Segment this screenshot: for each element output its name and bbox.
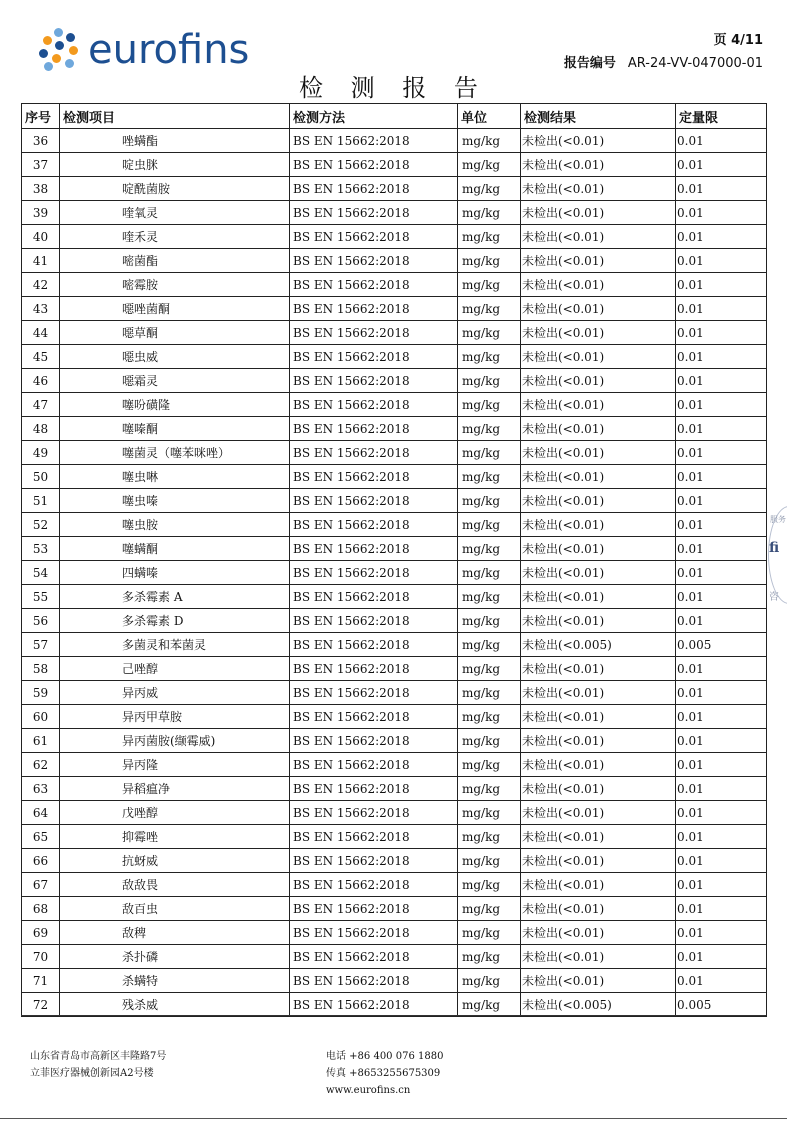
row-number: 36 [22,129,60,153]
header-method: 检测方法 [290,104,458,129]
table-row [22,585,767,609]
unit: mg/kg [458,417,521,441]
loq-value: 0.01 [676,177,767,201]
table-row [22,201,767,225]
loq-value: 0.01 [676,705,767,729]
test-item: 噁虫威 [60,345,290,369]
test-item: 杀扑磷 [60,945,290,969]
test-result: 未检出(<0.01) [521,345,676,369]
table-row [22,777,767,801]
table-row [22,609,767,633]
unit: mg/kg [458,249,521,273]
loq-value: 0.005 [676,993,767,1017]
unit: mg/kg [458,321,521,345]
test-result: 未检出(<0.01) [521,417,676,441]
table-row [22,441,767,465]
test-result: 未检出(<0.01) [521,897,676,921]
loq-value: 0.01 [676,825,767,849]
test-result: 未检出(<0.01) [521,609,676,633]
test-method: BS EN 15662:2018 [290,561,458,585]
test-item: 戊唑醇 [60,801,290,825]
test-item: 噻虫嗪 [60,489,290,513]
table-row [22,321,767,345]
test-result: 未检出(<0.01) [521,129,676,153]
page-bottom-rule [0,1118,787,1119]
unit: mg/kg [458,537,521,561]
results-table [21,103,767,1017]
unit: mg/kg [458,177,521,201]
row-number: 40 [22,225,60,249]
unit: mg/kg [458,441,521,465]
test-item: 噁草酮 [60,321,290,345]
row-number: 43 [22,297,60,321]
unit: mg/kg [458,273,521,297]
row-number: 61 [22,729,60,753]
table-row [22,465,767,489]
table-row [22,873,767,897]
test-item: 多杀霉素 D [60,609,290,633]
logo-dots-icon [36,28,82,72]
test-method: BS EN 15662:2018 [290,129,458,153]
row-number: 49 [22,441,60,465]
loq-value: 0.01 [676,585,767,609]
table-row [22,369,767,393]
watermark-text-mid: fi [769,540,780,556]
row-number: 65 [22,825,60,849]
row-number: 60 [22,705,60,729]
table-row [22,561,767,585]
table-row [22,297,767,321]
table-row [22,801,767,825]
test-method: BS EN 15662:2018 [290,993,458,1017]
test-method: BS EN 15662:2018 [290,321,458,345]
header-unit: 单位 [458,104,521,129]
row-number: 64 [22,801,60,825]
table-row [22,825,767,849]
test-item: 嘧菌酯 [60,249,290,273]
loq-value: 0.01 [676,945,767,969]
loq-value: 0.01 [676,801,767,825]
test-item: 异丙甲草胺 [60,705,290,729]
unit: mg/kg [458,897,521,921]
unit: mg/kg [458,393,521,417]
page-number: 页 4/11 [713,33,763,48]
loq-value: 0.01 [676,849,767,873]
row-number: 38 [22,177,60,201]
test-result: 未检出(<0.01) [521,753,676,777]
table-row [22,969,767,993]
table-row [22,249,767,273]
report-number-label: 报告编号 [563,56,616,71]
loq-value: 0.01 [676,921,767,945]
test-method: BS EN 15662:2018 [290,873,458,897]
row-number: 50 [22,465,60,489]
test-result: 未检出(<0.01) [521,513,676,537]
test-method: BS EN 15662:2018 [290,537,458,561]
row-number: 58 [22,657,60,681]
row-number: 52 [22,513,60,537]
logo-text: eurofins [88,27,250,73]
row-number: 46 [22,369,60,393]
eurofins-logo [36,28,249,72]
test-method: BS EN 15662:2018 [290,177,458,201]
test-method: BS EN 15662:2018 [290,753,458,777]
report-number-value: AR-24-VV-047000-01 [627,56,763,71]
unit: mg/kg [458,561,521,585]
test-item: 噻嗪酮 [60,417,290,441]
table-row [22,345,767,369]
table-row [22,921,767,945]
test-item: 噻虫啉 [60,465,290,489]
unit: mg/kg [458,465,521,489]
unit: mg/kg [458,513,521,537]
test-result: 未检出(<0.01) [521,729,676,753]
test-result: 未检出(<0.01) [521,561,676,585]
test-method: BS EN 15662:2018 [290,417,458,441]
row-number: 72 [22,993,60,1017]
test-method: BS EN 15662:2018 [290,153,458,177]
fax-text: 传真 +8653255675309 [326,1068,441,1079]
test-item: 噻螨酮 [60,537,290,561]
test-item: 喹禾灵 [60,225,290,249]
test-result: 未检出(<0.01) [521,225,676,249]
unit: mg/kg [458,825,521,849]
loq-value: 0.01 [676,897,767,921]
table-row [22,681,767,705]
test-result: 未检出(<0.01) [521,153,676,177]
test-item: 噻菌灵（噻苯咪唑） [60,441,290,465]
loq-value: 0.01 [676,417,767,441]
test-item: 噁霜灵 [60,369,290,393]
test-method: BS EN 15662:2018 [290,345,458,369]
row-number: 51 [22,489,60,513]
side-watermark [766,500,787,610]
loq-value: 0.01 [676,657,767,681]
test-result: 未检出(<0.005) [521,993,676,1017]
table-row [22,633,767,657]
row-number: 67 [22,873,60,897]
table-row [22,945,767,969]
loq-value: 0.01 [676,273,767,297]
row-number: 48 [22,417,60,441]
test-item: 敌敌畏 [60,873,290,897]
loq-value: 0.01 [676,969,767,993]
test-item: 喹氧灵 [60,201,290,225]
test-result: 未检出(<0.01) [521,705,676,729]
table-row [22,657,767,681]
table-row [22,417,767,441]
test-method: BS EN 15662:2018 [290,777,458,801]
table-row [22,993,767,1017]
test-result: 未检出(<0.01) [521,921,676,945]
loq-value: 0.01 [676,345,767,369]
test-result: 未检出(<0.01) [521,585,676,609]
unit: mg/kg [458,705,521,729]
test-method: BS EN 15662:2018 [290,849,458,873]
loq-value: 0.01 [676,441,767,465]
unit: mg/kg [458,921,521,945]
test-method: BS EN 15662:2018 [290,921,458,945]
loq-value: 0.01 [676,609,767,633]
test-result: 未检出(<0.01) [521,873,676,897]
test-result: 未检出(<0.01) [521,273,676,297]
unit: mg/kg [458,753,521,777]
row-number: 63 [22,777,60,801]
footer-contact [326,1048,443,1099]
test-item: 己唑醇 [60,657,290,681]
loq-value: 0.01 [676,753,767,777]
unit: mg/kg [458,609,521,633]
loq-value: 0.01 [676,153,767,177]
test-method: BS EN 15662:2018 [290,465,458,489]
test-result: 未检出(<0.01) [521,321,676,345]
test-item: 噻吩磺隆 [60,393,290,417]
loq-value: 0.01 [676,297,767,321]
table-row [22,849,767,873]
unit: mg/kg [458,969,521,993]
test-item: 异丙菌胺(缬霉威) [60,729,290,753]
footer-divider [21,1015,766,1016]
row-number: 66 [22,849,60,873]
loq-value: 0.01 [676,393,767,417]
test-method: BS EN 15662:2018 [290,201,458,225]
test-method: BS EN 15662:2018 [290,225,458,249]
row-number: 39 [22,201,60,225]
unit: mg/kg [458,369,521,393]
test-result: 未检出(<0.01) [521,465,676,489]
table-row [22,729,767,753]
unit: mg/kg [458,225,521,249]
unit: mg/kg [458,129,521,153]
test-item: 四螨嗪 [60,561,290,585]
test-method: BS EN 15662:2018 [290,513,458,537]
test-item: 抗蚜威 [60,849,290,873]
loq-value: 0.01 [676,681,767,705]
loq-value: 0.01 [676,465,767,489]
row-number: 56 [22,609,60,633]
row-number: 57 [22,633,60,657]
test-item: 多杀霉素 A [60,585,290,609]
row-number: 70 [22,945,60,969]
table-row [22,225,767,249]
row-number: 54 [22,561,60,585]
row-number: 68 [22,897,60,921]
loq-value: 0.01 [676,561,767,585]
test-method: BS EN 15662:2018 [290,825,458,849]
unit: mg/kg [458,681,521,705]
table-row [22,393,767,417]
row-number: 55 [22,585,60,609]
test-item: 残杀威 [60,993,290,1017]
test-method: BS EN 15662:2018 [290,801,458,825]
table-row [22,489,767,513]
footer-address [30,1048,166,1082]
loq-value: 0.01 [676,321,767,345]
unit: mg/kg [458,993,521,1017]
watermark-text-bottom: 咨 [769,592,779,603]
test-method: BS EN 15662:2018 [290,681,458,705]
test-method: BS EN 15662:2018 [290,273,458,297]
loq-value: 0.01 [676,873,767,897]
test-item: 敌百虫 [60,897,290,921]
test-result: 未检出(<0.01) [521,393,676,417]
row-number: 41 [22,249,60,273]
test-method: BS EN 15662:2018 [290,945,458,969]
header-no: 序号 [22,104,60,129]
test-result: 未检出(<0.01) [521,537,676,561]
unit: mg/kg [458,657,521,681]
document-title: 检 测 报 告 [299,74,488,102]
test-method: BS EN 15662:2018 [290,729,458,753]
address-line-2: 立菲医疗器械创新园A2号楼 [30,1068,154,1079]
row-number: 47 [22,393,60,417]
test-result: 未检出(<0.01) [521,201,676,225]
row-number: 42 [22,273,60,297]
test-method: BS EN 15662:2018 [290,609,458,633]
loq-value: 0.01 [676,369,767,393]
row-number: 53 [22,537,60,561]
unit: mg/kg [458,153,521,177]
test-item: 啶酰菌胺 [60,177,290,201]
loq-value: 0.01 [676,489,767,513]
test-item: 异稻瘟净 [60,777,290,801]
test-item: 噁唑菌酮 [60,297,290,321]
loq-value: 0.01 [676,201,767,225]
test-result: 未检出(<0.01) [521,825,676,849]
test-method: BS EN 15662:2018 [290,705,458,729]
test-method: BS EN 15662:2018 [290,249,458,273]
loq-value: 0.01 [676,777,767,801]
unit: mg/kg [458,633,521,657]
test-method: BS EN 15662:2018 [290,585,458,609]
test-result: 未检出(<0.01) [521,249,676,273]
unit: mg/kg [458,873,521,897]
test-item: 啶虫脒 [60,153,290,177]
test-item: 唑螨酯 [60,129,290,153]
test-method: BS EN 15662:2018 [290,633,458,657]
test-method: BS EN 15662:2018 [290,369,458,393]
loq-value: 0.01 [676,729,767,753]
test-method: BS EN 15662:2018 [290,969,458,993]
unit: mg/kg [458,849,521,873]
test-result: 未检出(<0.01) [521,657,676,681]
table-row [22,897,767,921]
test-result: 未检出(<0.01) [521,369,676,393]
phone-text: 电话 +86 400 076 1880 [326,1051,444,1062]
test-item: 嘧霉胺 [60,273,290,297]
test-item: 杀螨特 [60,969,290,993]
table-row [22,153,767,177]
table-row [22,705,767,729]
unit: mg/kg [458,801,521,825]
loq-value: 0.01 [676,129,767,153]
row-number: 37 [22,153,60,177]
test-method: BS EN 15662:2018 [290,441,458,465]
unit: mg/kg [458,297,521,321]
loq-value: 0.01 [676,249,767,273]
unit: mg/kg [458,201,521,225]
unit: mg/kg [458,945,521,969]
website-link[interactable]: www.eurofins.cn [326,1085,411,1096]
test-result: 未检出(<0.005) [521,633,676,657]
header-loq: 定量限 [676,104,767,129]
row-number: 62 [22,753,60,777]
test-result: 未检出(<0.01) [521,489,676,513]
test-result: 未检出(<0.01) [521,969,676,993]
loq-value: 0.01 [676,513,767,537]
test-method: BS EN 15662:2018 [290,297,458,321]
test-result: 未检出(<0.01) [521,801,676,825]
loq-value: 0.01 [676,225,767,249]
unit: mg/kg [458,345,521,369]
unit: mg/kg [458,777,521,801]
unit: mg/kg [458,489,521,513]
unit: mg/kg [458,585,521,609]
table-row [22,129,767,153]
test-item: 敌稗 [60,921,290,945]
table-row [22,273,767,297]
row-number: 69 [22,921,60,945]
results-body [22,129,767,1017]
row-number: 44 [22,321,60,345]
test-method: BS EN 15662:2018 [290,489,458,513]
row-number: 71 [22,969,60,993]
test-item: 抑霉唑 [60,825,290,849]
table-row [22,753,767,777]
test-result: 未检出(<0.01) [521,945,676,969]
table-row [22,177,767,201]
row-number: 45 [22,345,60,369]
test-item: 异丙隆 [60,753,290,777]
test-method: BS EN 15662:2018 [290,897,458,921]
watermark-text-top: 服务 [770,515,786,524]
loq-value: 0.005 [676,633,767,657]
row-number: 59 [22,681,60,705]
test-method: BS EN 15662:2018 [290,657,458,681]
unit: mg/kg [458,729,521,753]
test-method: BS EN 15662:2018 [290,393,458,417]
test-item: 多菌灵和苯菌灵 [60,633,290,657]
test-result: 未检出(<0.01) [521,177,676,201]
test-item: 异丙威 [60,681,290,705]
table-row [22,513,767,537]
test-item: 噻虫胺 [60,513,290,537]
table-header-row [22,104,767,129]
loq-value: 0.01 [676,537,767,561]
test-result: 未检出(<0.01) [521,297,676,321]
test-result: 未检出(<0.01) [521,681,676,705]
header-result: 检测结果 [521,104,676,129]
header-item: 检测项目 [60,104,290,129]
test-result: 未检出(<0.01) [521,849,676,873]
table-row [22,537,767,561]
address-line-1: 山东省青岛市高新区丰隆路7号 [30,1051,167,1062]
test-result: 未检出(<0.01) [521,441,676,465]
test-result: 未检出(<0.01) [521,777,676,801]
